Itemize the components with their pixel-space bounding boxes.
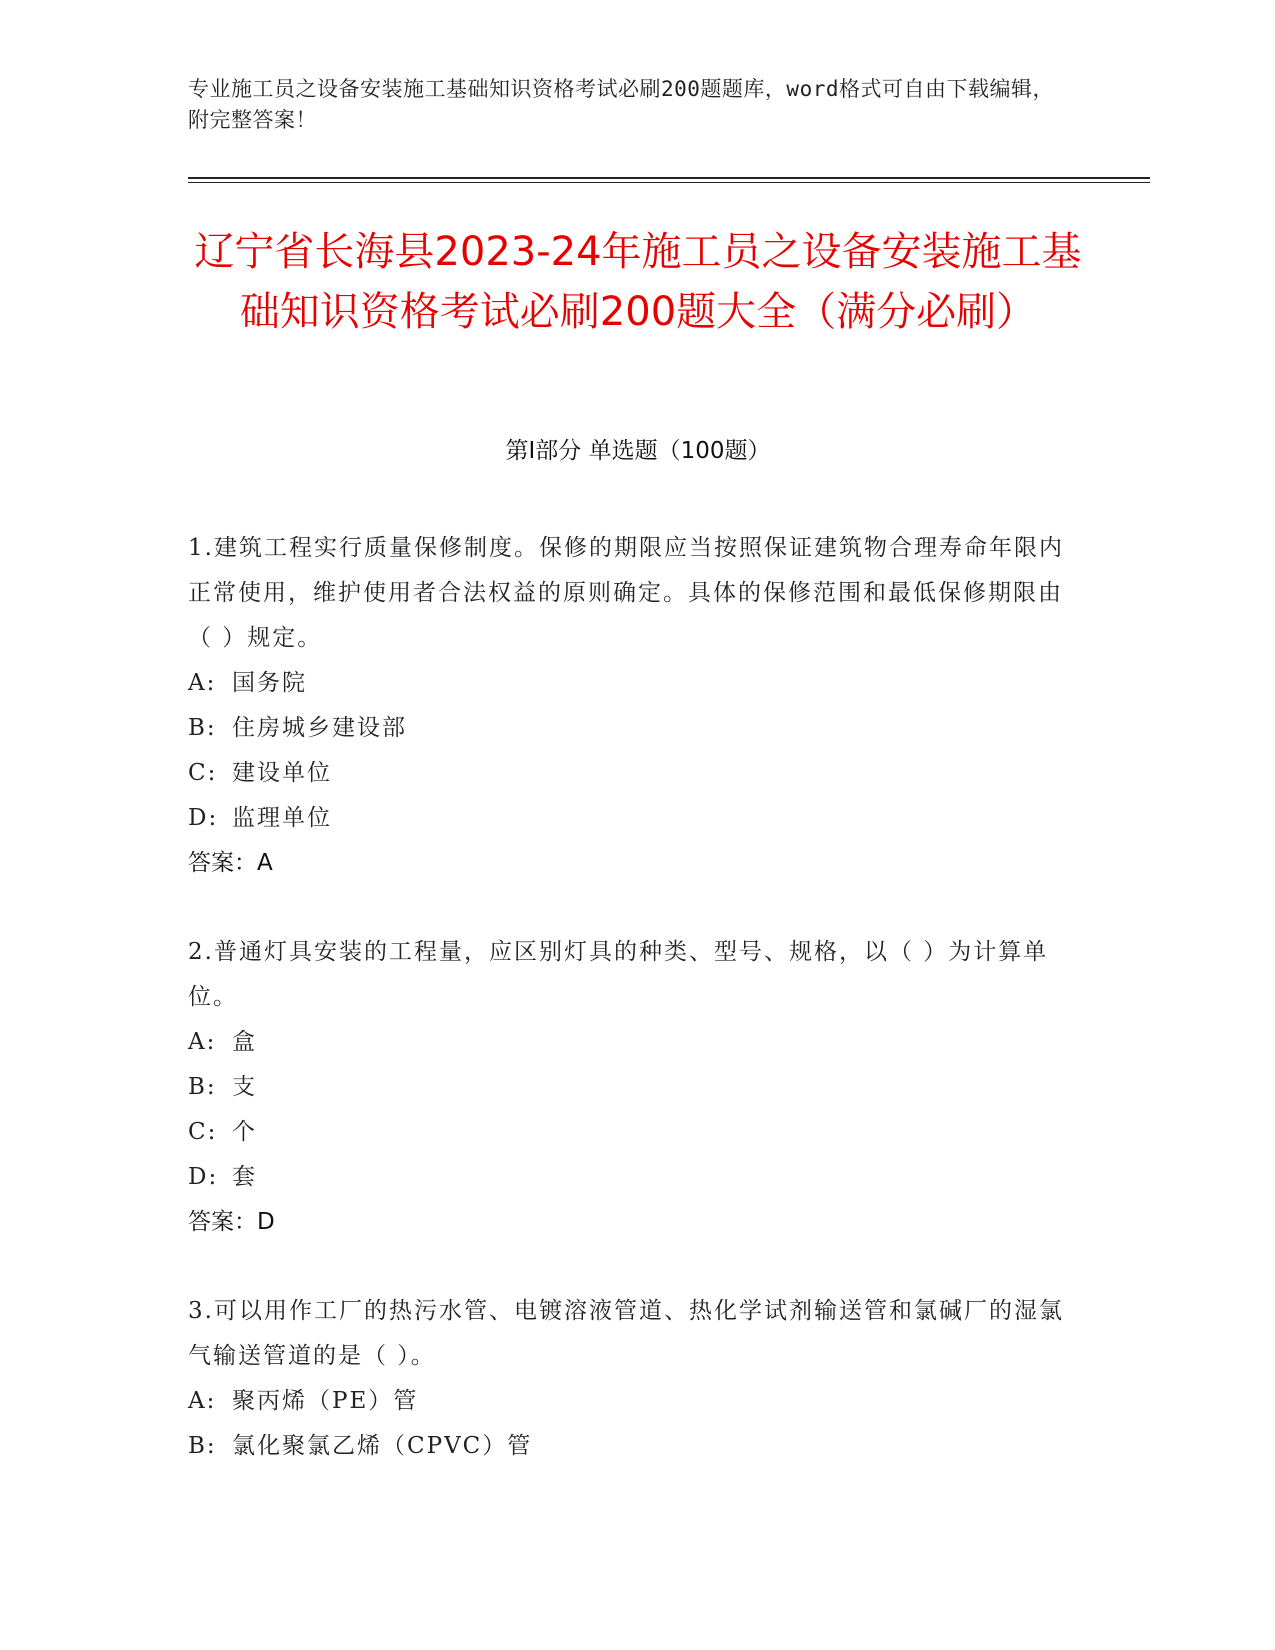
header-rule-thick: [188, 177, 1150, 179]
option-a: [188, 1020, 1068, 1065]
option-a: [188, 1379, 1068, 1424]
question-3: [188, 1289, 1068, 1469]
option-d: [188, 1155, 1068, 1200]
answer-label: 答案：D: [188, 1209, 275, 1235]
option-key: D:: [188, 1164, 219, 1190]
option-text: 氯化聚氯乙烯（CPVC）管: [232, 1433, 533, 1459]
option-key: A:: [188, 670, 217, 696]
question-stem: 1.建筑工程实行质量保修制度。保修的期限应当按照保证建筑物合理寿命年限内正常使用，维护使用者合法权益的原则确定。具体的保修范围和最低保修期限由（ ）规定。: [188, 535, 1064, 651]
page-header: 专业施工员之设备安装施工基础知识资格考试必刷200题题库，word格式可自由下载编辑，附完整答案！: [188, 77, 1054, 132]
option-b: [188, 706, 1068, 751]
option-b: [188, 1065, 1068, 1110]
option-key: C:: [188, 760, 218, 786]
option-key: D:: [188, 805, 219, 831]
option-text: 监理单位: [232, 805, 332, 831]
header-rule-thin: [188, 182, 1150, 183]
option-text: 建设单位: [232, 760, 332, 786]
question-2: [188, 930, 1068, 1245]
question-stem: 3.可以用作工厂的热污水管、电镀溶液管道、热化学试剂输送管和氯碱厂的湿氯气输送管道的是（ ）。: [188, 1298, 1064, 1369]
option-key: A:: [188, 1388, 217, 1414]
option-text: 套: [232, 1164, 257, 1190]
document-title: 辽宁省长海县2023-24年施工员之设备安装施工基础知识资格考试必刷200题大全（满分必刷）: [194, 229, 1082, 335]
option-a: [188, 661, 1068, 706]
option-key: A:: [188, 1029, 217, 1055]
question-list: [188, 526, 1068, 1513]
option-key: C:: [188, 1119, 218, 1145]
section-title: 第Ⅰ部分 单选题（100题）: [505, 438, 771, 464]
answer-label: 答案：A: [188, 850, 273, 876]
option-b: [188, 1424, 1068, 1469]
option-text: 聚丙烯（PE）管: [232, 1388, 419, 1414]
option-text: 盒: [232, 1029, 257, 1055]
option-text: 住房城乡建设部: [232, 715, 407, 741]
option-text: 国务院: [232, 670, 307, 696]
option-key: B:: [188, 715, 217, 741]
option-text: 支: [232, 1074, 257, 1100]
option-c: [188, 751, 1068, 796]
option-c: [188, 1110, 1068, 1155]
question-stem: 2.普通灯具安装的工程量，应区别灯具的种类、型号、规格，以（ ）为计算单位。: [188, 939, 1049, 1010]
question-1: [188, 526, 1068, 886]
option-key: B:: [188, 1433, 217, 1459]
option-d: [188, 796, 1068, 841]
option-key: B:: [188, 1074, 217, 1100]
option-text: 个: [232, 1119, 257, 1145]
